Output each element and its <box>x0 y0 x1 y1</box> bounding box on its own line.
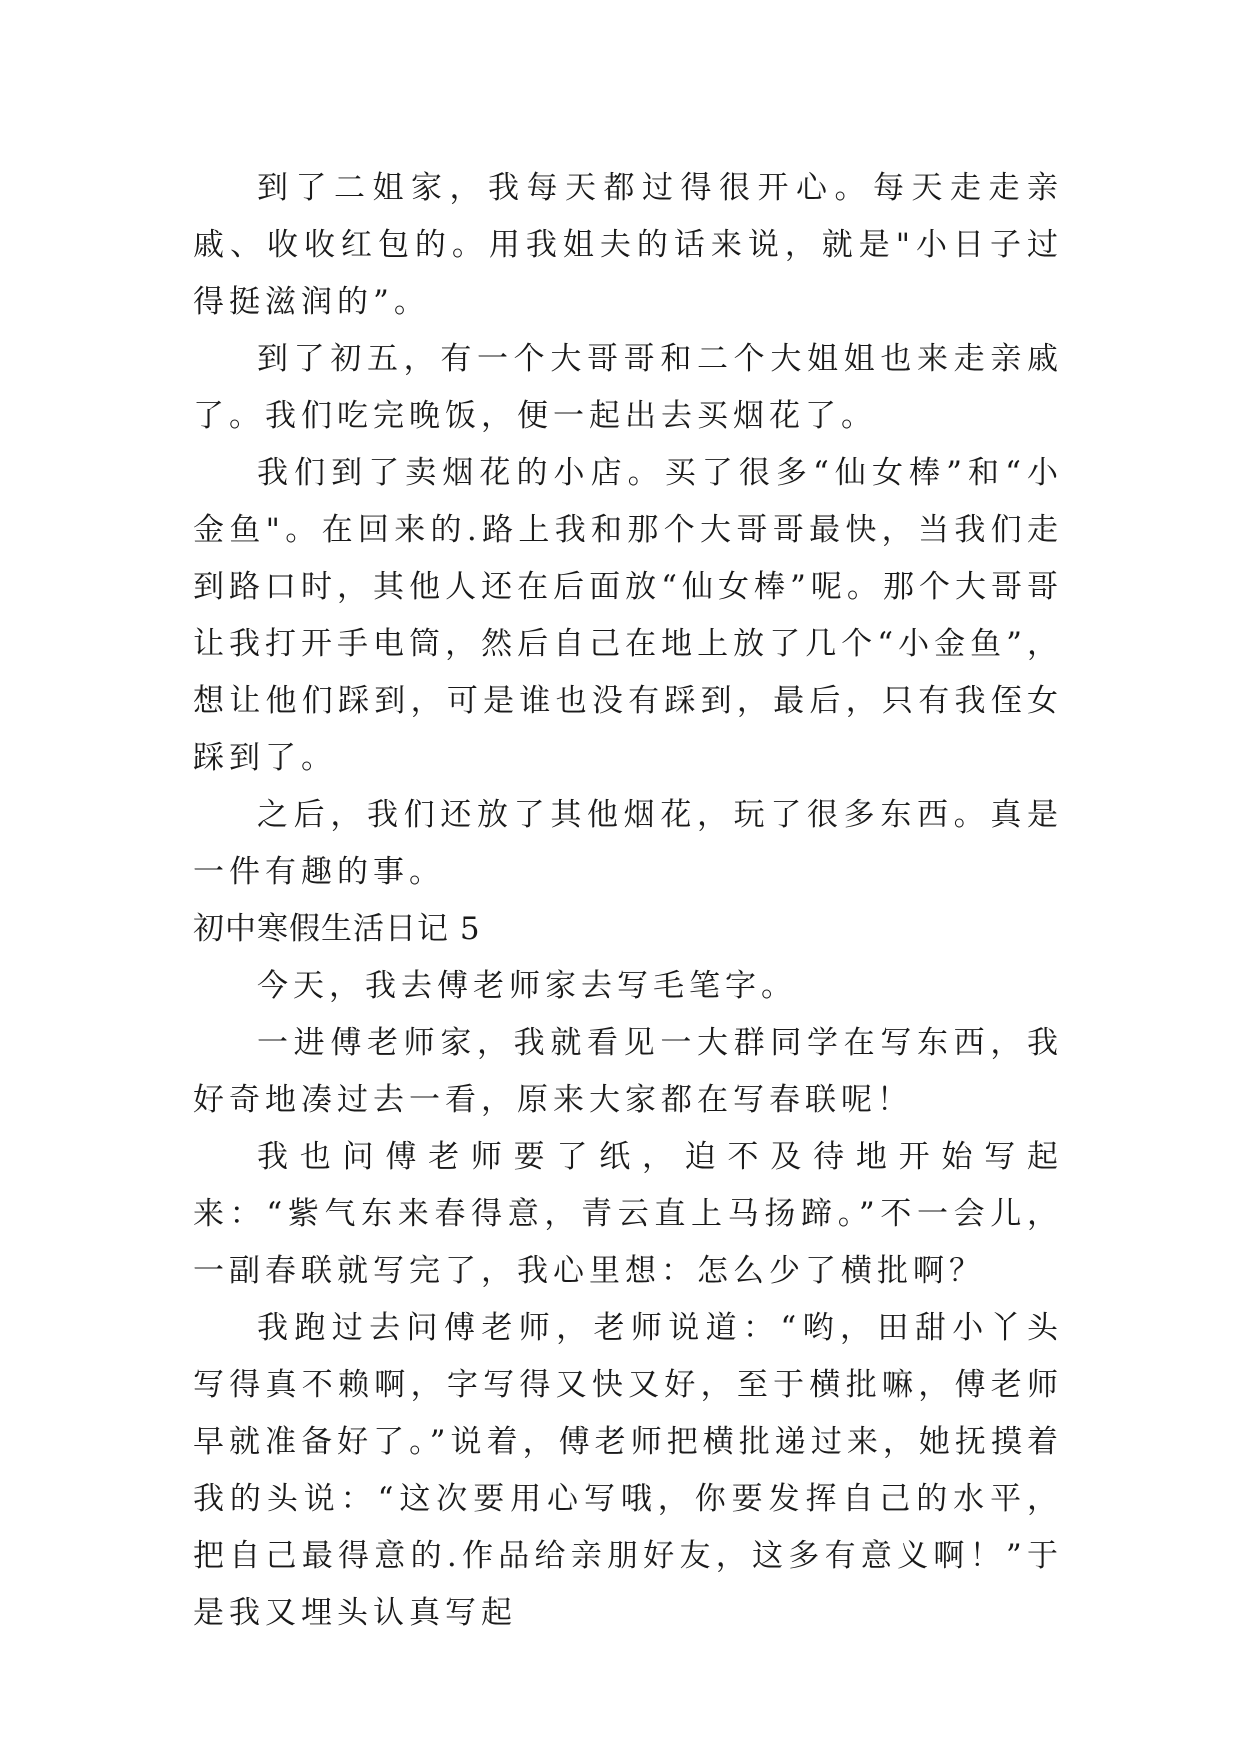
section-title: 初中寒假生活日记 5 <box>193 911 481 947</box>
document-body <box>193 160 1063 1642</box>
section-paragraph-1: 今天，我去傅老师家去写毛笔字。 <box>257 968 797 1004</box>
paragraph-2: 到了初五，有一个大哥哥和二个大姐姐也来走亲戚了。我们吃完晚饭，便一起出去买烟花了。 <box>193 341 1063 434</box>
section-paragraph-2: 一进傅老师家，我就看见一大群同学在写东西，我好奇地凑过去一看，原来大家都在写春联呢！ <box>193 1025 1063 1118</box>
paragraph-1: 到了二姐家，我每天都过得很开心。每天走走亲戚、收收红包的。用我姐夫的话来说，就是"小日子过得挺滋润的”。 <box>193 170 1063 320</box>
section-paragraph-3: 我也问傅老师要了纸，迫不及待地开始写起来：“紫气东来春得意，青云直上马扬蹄。”不一会儿，一副春联就写完了，我心里想：怎么少了横批啊？ <box>193 1139 1063 1289</box>
section-paragraph-4: 我跑过去问傅老师，老师说道：“哟，田甜小丫头写得真不赖啊，字写得又快又好，至于横批嘛，傅老师早就准备好了。”说着，傅老师把横批递过来，她抚摸着我的头说：“这次要用心写哦，你要发挥自己的水平，把自己最得意的.作品给亲朋好友，这多有意义啊！”于是我又埋头认真写起 <box>193 1310 1063 1631</box>
paragraph-3: 我们到了卖烟花的小店。买了很多“仙女棒”和“小金鱼"。在回来的.路上我和那个大哥哥最快，当我们走到路口时，其他人还在后面放“仙女棒”呢。那个大哥哥让我打开手电筒，然后自己在地上放了几个“小金鱼”，想让他们踩到，可是谁也没有踩到，最后，只有我侄女踩到了。 <box>193 455 1063 776</box>
paragraph-4: 之后，我们还放了其他烟花，玩了很多东西。真是一件有趣的事。 <box>193 797 1063 890</box>
